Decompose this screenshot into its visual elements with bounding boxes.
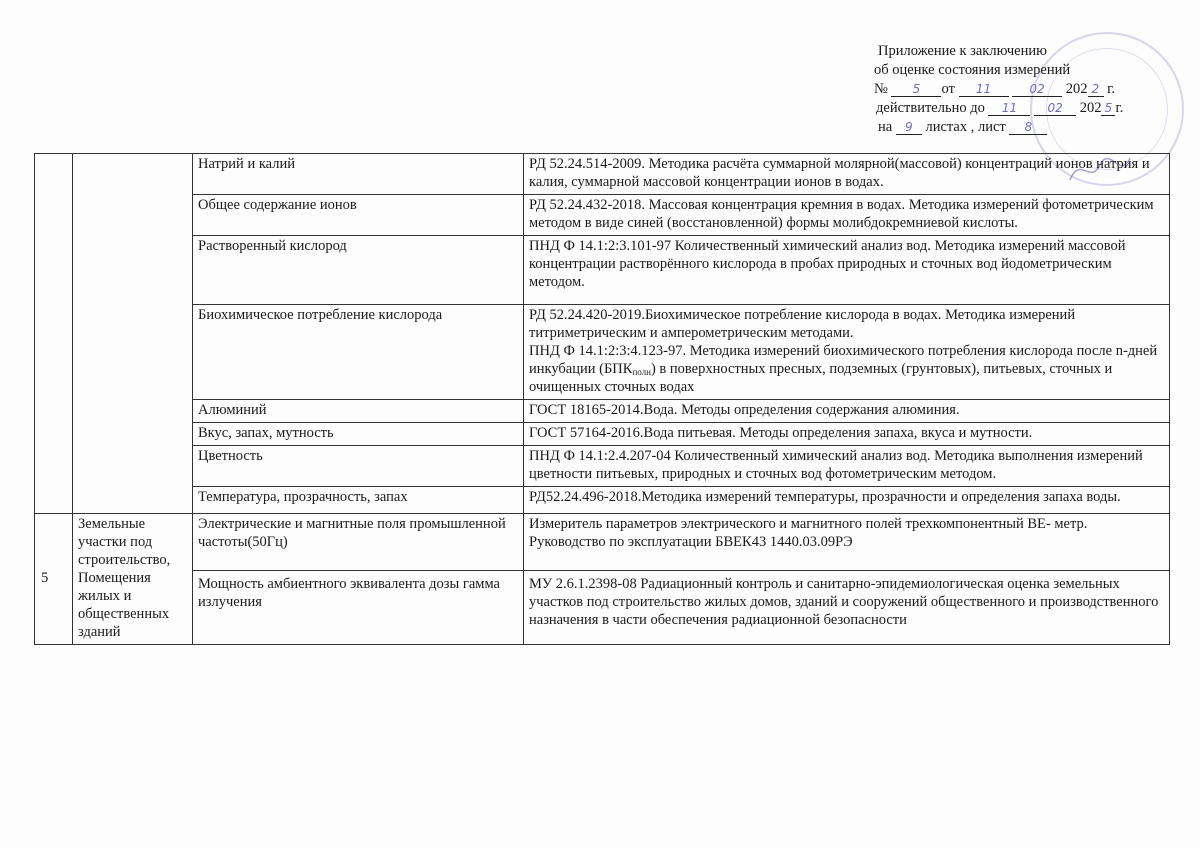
- date-month: 02: [1012, 82, 1062, 97]
- table-row: [35, 195, 1170, 236]
- table-row: [35, 423, 1170, 446]
- valid-month: 02: [1034, 101, 1076, 116]
- document-number: 5: [891, 82, 941, 97]
- method-cell: РД52.24.496-2018.Методика измерений температуры, прозрачности и определения запаха воды.: [524, 487, 1170, 514]
- date-year-suffix: 2: [1088, 82, 1104, 97]
- row-number-cell: [35, 154, 73, 514]
- header-line-4: действительно до 11 02 202 5 г.: [876, 100, 1124, 116]
- parameter-cell: Цветность: [193, 446, 524, 487]
- parameter-cell: Алюминий: [193, 400, 524, 423]
- valid-year-suffix: 5: [1101, 101, 1115, 116]
- table-row: [35, 571, 1170, 645]
- header-line-3: № 5 от 11 02 202 2 г.: [874, 81, 1116, 97]
- header-line-2: об оценке состояния измерений: [874, 62, 1071, 78]
- date-day: 11: [959, 82, 1009, 97]
- method-text-1: РД 52.24.420-2019.Биохимическое потребление кислорода в водах. Методика измерений титриметрическим и амперометрическим методами.: [529, 307, 1076, 341]
- parameter-cell: Натрий и калий: [193, 154, 524, 195]
- method-cell: РД 52.24.432-2018. Массовая концентрация кремния в водах. Методика измерений фотометрическим методом в виде синей (восстановленной) формы молибдокремниевой кислоты.: [524, 195, 1170, 236]
- parameter-cell: Электрические и магнитные поля промышленной частоты(50Гц): [193, 514, 524, 571]
- parameter-cell: Биохимическое потребление кислорода: [193, 305, 524, 400]
- valid-day: 11: [988, 101, 1030, 116]
- table-row: [35, 514, 1170, 571]
- object-cell: Земельные участки под строительство, Помещения жилых и общественных зданий: [73, 514, 193, 645]
- parameter-cell: Мощность амбиентного эквивалента дозы гамма излучения: [193, 571, 524, 645]
- header-line-1: Приложение к заключению: [878, 43, 1047, 59]
- parameter-cell: Общее содержание ионов: [193, 195, 524, 236]
- table-row: [35, 236, 1170, 305]
- sheet-number: 8: [1009, 120, 1047, 135]
- parameter-cell: Температура, прозрачность, запах: [193, 487, 524, 514]
- method-cell: ПНД Ф 14.1:2.4.207-04 Количественный химический анализ вод. Методика выполнения измерений цветности питьевых, природных и сточных вод фотометрическим методом.: [524, 446, 1170, 487]
- header-line-5: на 9 листах , лист 8: [862, 118, 1182, 137]
- method-cell: МУ 2.6.1.2398-08 Радиационный контроль и санитарно-эпидемиологическая оценка земельных участков под строительство жилых домов, зданий и сооружений общественного и производственного назначения в части обеспечения радиационной безопасности: [524, 571, 1170, 645]
- methods-table: [34, 153, 1170, 645]
- method-cell: ПНД Ф 14.1:2:3.101-97 Количественный химический анализ вод. Методика измерений массовой концентрации растворённого кислорода в пробах природных и сточных вод йодометрическим методом.: [524, 236, 1170, 305]
- row-number-cell: 5: [35, 514, 73, 645]
- table-row: [35, 400, 1170, 423]
- table-row: [35, 154, 1170, 195]
- sheets-count: 9: [896, 120, 922, 135]
- table-row: [35, 487, 1170, 514]
- document-header: [862, 42, 1182, 137]
- method-cell: ГОСТ 57164-2016.Вода питьевая. Методы определения запаха, вкуса и мутности.: [524, 423, 1170, 446]
- parameter-cell: Вкус, запах, мутность: [193, 423, 524, 446]
- object-cell: [73, 154, 193, 514]
- table-row: [35, 305, 1170, 400]
- table-row: [35, 446, 1170, 487]
- method-cell: [524, 305, 1170, 400]
- method-cell: РД 52.24.514-2009. Методика расчёта суммарной молярной(массовой) концентраций ионов натрия и калия, суммарной массовой концентрации ионов в водах.: [524, 154, 1170, 195]
- method-cell: ГОСТ 18165-2014.Вода. Методы определения содержания алюминия.: [524, 400, 1170, 423]
- parameter-cell: Растворенный кислород: [193, 236, 524, 305]
- method-cell: Измеритель параметров электрического и магнитного полей трехкомпонентный ВЕ- метр. Руководство по эксплуатации БВЕК43 1440.03.09РЭ: [524, 514, 1170, 571]
- method-text-2: ПНД Ф 14.1:2:3:4.123-97. Методика измерений биохимического потребления кислорода после n-дней инкубации $(БПК_{полн})$ в поверхностных пресных, подземных (грунтовых), питьевых, сточных и очищенных сточных водах: [529, 343, 1158, 395]
